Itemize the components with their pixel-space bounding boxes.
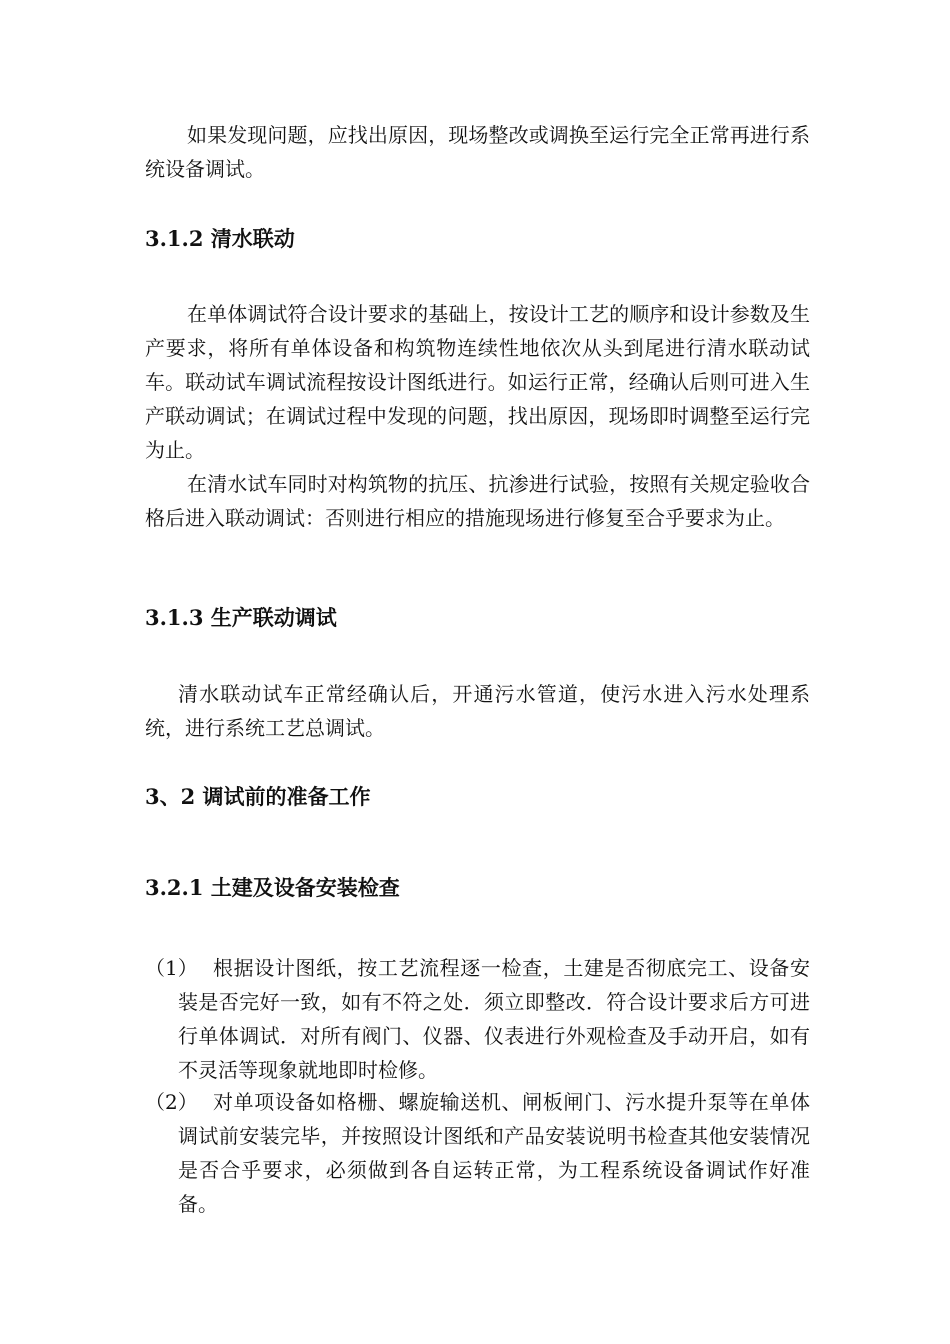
- list-item-marker: （2）: [145, 1090, 198, 1114]
- section-3-2-heading: 3、2 调试前的准备工作: [145, 784, 371, 809]
- list-item-marker: （1）: [145, 956, 198, 980]
- list-item-text: 根据设计图纸，按工艺流程逐一检查，土建是否彻底完工、设备安装是否完好一致，如有不符之处．须立即整改．符合设计要求后方可进行单体调试．对所有阀门、仪器、仪表进行外观检查及手动开启，如有不灵活等现象就地即时检修。: [178, 956, 810, 1082]
- section-3-1-3-paragraph: 清水联动试车正常经确认后，开通污水管道，使污水进入污水处理系统，进行系统工艺总调试。: [145, 682, 810, 740]
- list-item: [145, 951, 810, 1087]
- section-3-1-3-heading: 3.1.3 生产联动调试: [145, 605, 337, 630]
- section-3-1-2-paragraph-2: 在清水试车同时对构筑物的抗压、抗渗进行试验，按照有关规定验收合格后进入联动调试：否则进行相应的措施现场进行修复至合乎要求为止。: [145, 472, 810, 530]
- section-3-1-2-paragraph-1: 在单体调试符合设计要求的基础上，按设计工艺的顺序和设计参数及生产要求，将所有单体设备和构筑物连续性地依次从头到尾进行清水联动试车。联动试车调试流程按设计图纸进行。如运行正常，经确认后则可进入生产联动调试；在调试过程中发现的问题，找出原因，现场即时调整至运行完为止。: [145, 302, 810, 462]
- intro-paragraph: 如果发现问题，应找出原因，现场整改或调换至运行完全正常再进行系统设备调试。: [145, 123, 810, 181]
- section-3-2-1-heading: 3.2.1 土建及设备安装检查: [145, 875, 400, 900]
- section-3-1-2-heading: 3.1.2 清水联动: [145, 226, 295, 251]
- list-item: [145, 1085, 810, 1221]
- list-item-text: 对单项设备如格栅、螺旋输送机、闸板闸门、污水提升泵等在单体调试前安装完毕，并按照设计图纸和产品安装说明书检查其他安装情况是否合乎要求，必须做到各自运转正常，为工程系统设备调试作好准备。: [178, 1090, 810, 1216]
